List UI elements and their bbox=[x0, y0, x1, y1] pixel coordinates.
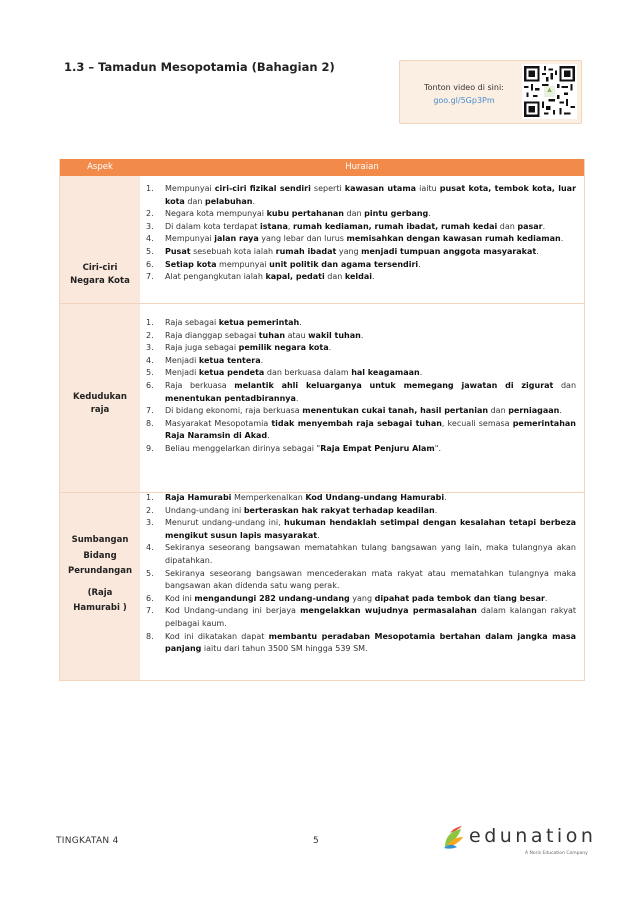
list-item: 8. Masyarakat Mesopotamia tidak menyembah raja sebagai tuhan, kecuali semasa pemerintahan Raja Naramsin di Akad. bbox=[146, 418, 576, 441]
bold-text: perniagaan bbox=[508, 406, 560, 416]
list-item-number: 9. bbox=[146, 443, 154, 453]
list-item-number: 3. bbox=[146, 518, 154, 528]
header-aspek: Aspek bbox=[87, 162, 113, 172]
list-item: 9. Beliau menggelarkan dirinya sebagai "Raja Empat Penjuru Alam". bbox=[146, 443, 576, 456]
list-item-number: 4. bbox=[146, 355, 154, 365]
list-item-number: 4. bbox=[146, 234, 154, 244]
list-item-number: 1. bbox=[146, 184, 154, 193]
bold-text: hukuman hendaklah setimpal dengan kesalahan tetapi berbeza mengikut susun lapis masyarakat bbox=[165, 518, 577, 540]
bold-text: unit politik dan agama tersendiri bbox=[269, 259, 419, 269]
page-number: 5 bbox=[313, 836, 319, 846]
list-item: 2. Raja dianggap sebagai tuhan atau wakil tuhan. bbox=[146, 330, 576, 343]
bold-text: berteraskan hak rakyat terhadap keadilan bbox=[243, 505, 435, 515]
bold-text: mengandungi 282 undang-undang bbox=[194, 593, 350, 603]
list-item-number: 3. bbox=[146, 343, 154, 353]
bold-text: wakil tuhan bbox=[308, 330, 361, 340]
list-item-number: 2. bbox=[146, 209, 154, 219]
bold-text: melantik ahli keluarganya untuk memegang jawatan di zigurat bbox=[234, 380, 554, 390]
list-item: 1. Mempunyai ciri-ciri fizikal sendiri seperti kawasan utama iaitu pusat kota, tembok kota, luar kota dan pelabuhan. bbox=[146, 184, 577, 206]
huraian-table bbox=[59, 159, 585, 681]
list-kedudukan bbox=[146, 317, 576, 456]
bold-text: ketua pemerintah bbox=[218, 318, 300, 327]
bold-text: menentukan pentadbirannya bbox=[165, 393, 296, 403]
bold-text: memisahkan dengan kawasan rumah kediaman bbox=[346, 234, 561, 244]
video-label: Tonton video di sini: bbox=[424, 83, 504, 92]
bold-text: ketua pendeta bbox=[198, 368, 265, 378]
list-item: 3. Raja juga sebagai pemilik negara kota. bbox=[146, 342, 576, 355]
bold-text: hal keagamaan bbox=[351, 368, 420, 378]
bold-text: tuhan bbox=[258, 330, 286, 340]
list-ciri-ciri bbox=[146, 183, 576, 284]
list-item-number: 2. bbox=[146, 505, 154, 515]
bold-text: jalan raya bbox=[214, 234, 259, 244]
list-item-number: 5. bbox=[146, 568, 154, 578]
header-huraian: Huraian bbox=[345, 162, 379, 172]
video-link[interactable]: goo.gl/5Gp3Pm bbox=[433, 96, 495, 105]
bold-text: pelabuhan bbox=[204, 196, 253, 206]
list-item: 7. Kod Undang-undang ini berjaya mengelakkan wujudnya permasalahan dalam kalangan rakyat pelbagai kaum. bbox=[146, 606, 576, 628]
aspek-line: Bidang bbox=[83, 550, 117, 561]
bold-text: Raja Empat Penjuru Alam bbox=[320, 443, 435, 453]
bold-text: pasar bbox=[517, 221, 543, 231]
bold-text: Setiap kota bbox=[165, 259, 217, 269]
row-divider bbox=[60, 303, 584, 304]
bold-text: dipahat pada tembok dan tiang besar bbox=[374, 593, 545, 603]
bold-text: keldai bbox=[344, 272, 372, 282]
list-item: 8. Kod ini dikatakan dapat membantu peradaban Mesopotamia bertahan dalam jangka masa panjang iaitu dari tahun 3500 SM hingga 539 SM. bbox=[146, 631, 576, 654]
aspek-line: Sumbangan bbox=[71, 535, 129, 545]
aspek-kedudukan bbox=[60, 391, 140, 417]
list-item: 1. Raja Hamurabi Memperkenalkan Kod Undang-undang Hamurabi. bbox=[146, 492, 576, 505]
bold-text: Kod Undang-undang Hamurabi bbox=[305, 493, 445, 502]
list-item: 5. Pusat sesebuah kota ialah rumah ibadat yang menjadi tumpuan anggota masyarakat. bbox=[146, 246, 576, 259]
bold-text: menjadi tumpuan anggota masyarakat bbox=[361, 246, 537, 256]
bold-text: pemerintahan Raja Naramsin di Akad bbox=[165, 418, 576, 441]
list-item-number: 7. bbox=[146, 606, 154, 616]
list-item-number: 6. bbox=[146, 259, 154, 269]
list-item: 2. Negara kota mempunyai kubu pertahanan dan pintu gerbang. bbox=[146, 208, 576, 221]
list-item-number: 4. bbox=[146, 543, 154, 553]
list-item-number: 6. bbox=[146, 593, 154, 603]
bold-text: rumah kediaman, rumah ibadat, rumah kedai bbox=[292, 221, 498, 231]
bold-text: membantu peradaban Mesopotamia bertahan dalam jangka masa panjang bbox=[165, 631, 576, 654]
list-item-number: 1. bbox=[146, 493, 154, 502]
aspek-line: Ciri-ciri bbox=[82, 263, 118, 273]
aspek-ciri-ciri bbox=[60, 262, 140, 288]
aspek-line: Perundangan bbox=[67, 566, 133, 576]
list-item: 5. Menjadi ketua pendeta dan berkuasa dalam hal keagamaan. bbox=[146, 367, 576, 380]
list-item: 1. Raja sebagai ketua pemerintah. bbox=[146, 317, 576, 330]
aspek-line: raja bbox=[90, 405, 110, 415]
list-item: 6. Raja berkuasa melantik ahli keluarganya untuk memegang jawatan di zigurat dan menentukan pentadbirannya. bbox=[146, 380, 577, 403]
bold-text: pemilik negara kota bbox=[238, 343, 329, 353]
bold-text: Raja Hamurabi bbox=[165, 493, 232, 502]
list-item: 6. Setiap kota mempunyai unit politik dan agama tersendiri. bbox=[146, 259, 576, 272]
aspek-line: (Raja bbox=[87, 587, 113, 598]
list-item: 7. Alat pengangkutan ialah kapal, pedati dan keldai. bbox=[146, 271, 576, 284]
logo-text: edunation bbox=[469, 825, 597, 847]
video-box bbox=[399, 60, 582, 124]
list-item-number: 6. bbox=[146, 380, 154, 390]
list-item-number: 1. bbox=[146, 318, 154, 327]
edunation-logo bbox=[441, 823, 597, 859]
list-item: 4. Sekiranya seseorang bangsawan mematahkan tulang bangsawan yang lain, maka tulangnya akan dipatahkan. bbox=[146, 543, 576, 565]
list-item-number: 5. bbox=[146, 246, 154, 256]
aspek-line: Kedudukan bbox=[73, 392, 127, 402]
aspek-line: Hamurabi ) bbox=[73, 603, 127, 613]
aspek-line: Negara Kota bbox=[70, 276, 130, 286]
list-item: 7. Di bidang ekonomi, raja berkuasa menentukan cukai tanah, hasil pertanian dan perniagaan. bbox=[146, 405, 576, 418]
aspek-sumbangan bbox=[60, 533, 140, 617]
bold-text: kawasan utama bbox=[344, 184, 417, 193]
footer-level: TINGKATAN 4 bbox=[56, 836, 119, 846]
bold-text: kubu pertahanan bbox=[266, 209, 345, 219]
qr-code-icon[interactable] bbox=[522, 64, 577, 119]
list-item: 4. Mempunyai jalan raya yang lebar dan lurus memisahkan dengan kawasan rumah kediaman. bbox=[146, 233, 576, 246]
page-title: 1.3 – Tamadun Mesopotamia (Bahagian 2) bbox=[64, 60, 335, 74]
bold-text: Pusat bbox=[165, 246, 191, 256]
list-item: 6. Kod ini mengandungi 282 undang-undang yang dipahat pada tembok dan tiang besar. bbox=[146, 593, 576, 606]
bold-text: pusat kota, tembok kota, luar kota bbox=[165, 184, 577, 206]
bold-text: mengelakkan wujudnya permasalahan bbox=[300, 606, 477, 616]
list-item-number: 7. bbox=[146, 272, 154, 282]
list-item: 5. Sekiranya seseorang bangsawan mencederakan mata rakyat atau mematahkan tulangnya maka bangsawan akan didenda satu wang perak. bbox=[146, 568, 576, 591]
list-item-number: 2. bbox=[146, 330, 154, 340]
table-header bbox=[60, 159, 584, 176]
list-item: 2. Undang-undang ini berteraskan hak rakyat terhadap keadilan. bbox=[146, 505, 576, 518]
bold-text: kapal, pedati bbox=[265, 272, 325, 282]
list-item-number: 8. bbox=[146, 631, 154, 641]
list-item: 4. Menjadi ketua tentera. bbox=[146, 355, 576, 368]
list-item: 3. Menurut undang-undang ini, hukuman hendaklah setimpal dengan kesalahan tetapi berbeza mengikut susun lapis masyarakat. bbox=[146, 518, 577, 540]
list-item: 3. Di dalam kota terdapat istana, rumah kediaman, rumah ibadat, rumah kedai dan pasar. bbox=[146, 221, 576, 234]
bold-text: tidak menyembah raja sebagai tuhan bbox=[271, 418, 442, 428]
bold-text: rumah ibadat bbox=[275, 246, 337, 256]
bold-text: menentukan cukai tanah, hasil pertanian bbox=[302, 406, 489, 416]
logo-tagline: A Noris Education Company bbox=[525, 851, 588, 856]
list-item-number: 7. bbox=[146, 406, 154, 416]
list-item-number: 5. bbox=[146, 368, 154, 378]
bold-text: pintu gerbang bbox=[364, 209, 429, 219]
bold-text: ciri-ciri fizikal sendiri bbox=[214, 184, 311, 193]
edunation-leaf-icon bbox=[441, 825, 467, 851]
list-sumbangan bbox=[146, 492, 576, 656]
bold-text: ketua tentera bbox=[198, 355, 261, 365]
list-item-number: 3. bbox=[146, 221, 154, 231]
bold-text: istana bbox=[260, 221, 288, 231]
list-item-number: 8. bbox=[146, 418, 154, 428]
